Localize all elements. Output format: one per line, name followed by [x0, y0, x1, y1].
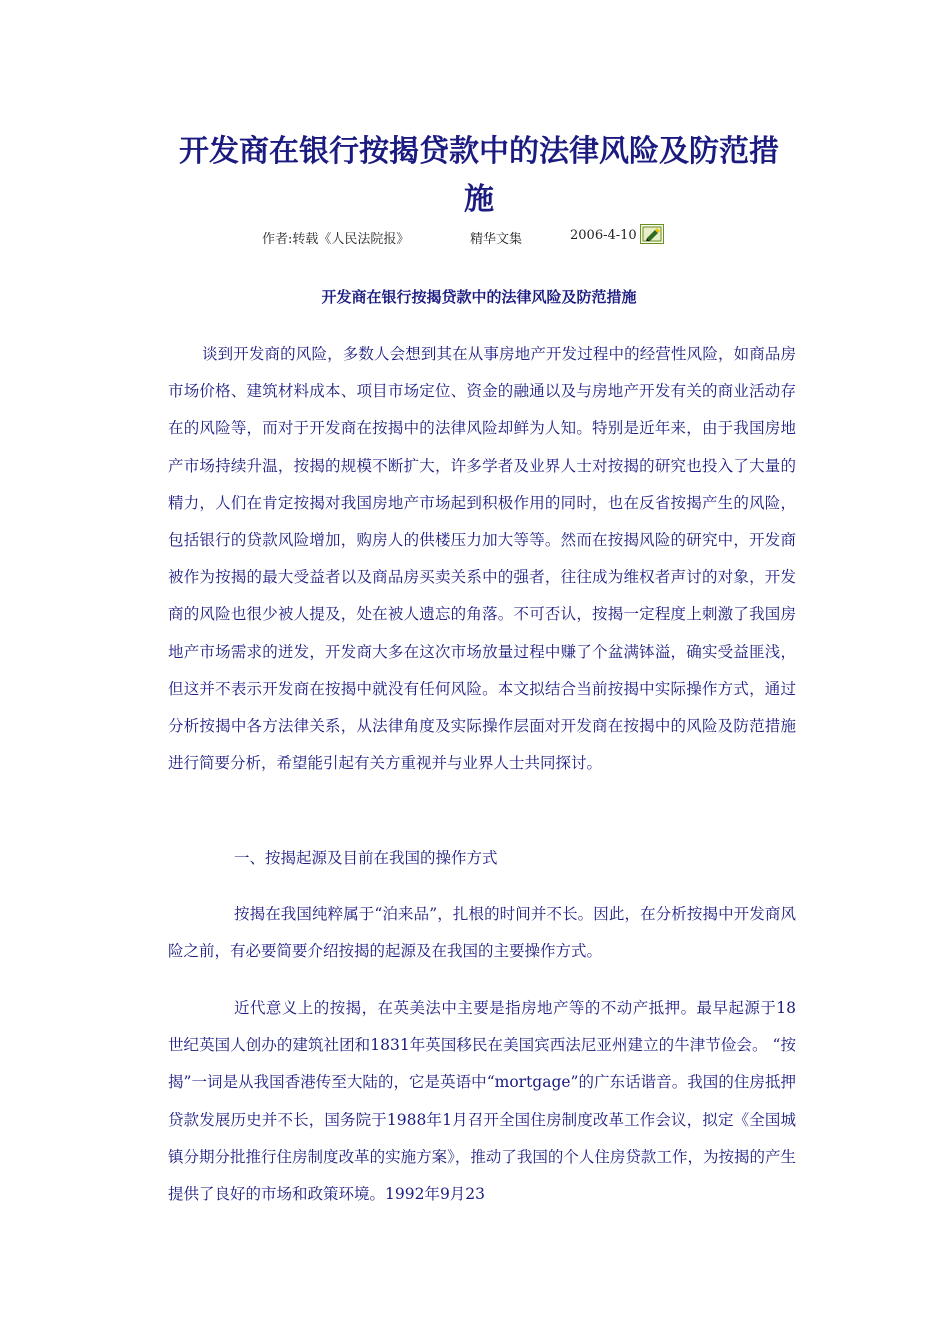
author-text: 作者:转载《人民法院报》	[262, 232, 410, 247]
paragraph-origin-intro: 按揭在我国纯粹属于“泊来品”，扎根的时间并不长。因此，在分析按揭中开发商风险之前，有必要简要介绍按揭的起源及在我国的主要操作方式。	[168, 905, 796, 961]
category-link[interactable]: 精华文集	[470, 232, 523, 247]
article-subtitle: 开发商在银行按揭贷款中的法律风险及防范措施	[321, 288, 637, 306]
paragraph-history: 近代意义上的按揭，在英美法中主要是指房地产等的不动产抵押。最早起源于18世纪英国人创办的建筑社团和1831年英国移民在美国宾西法尼亚州建立的牛津节俭会。 “按揭”一词是从我国香港传至大陆的，它是英语中“mortgage”的广东话谐音。我国的住房抵押贷款发展历史并不长，国务院于1988年1月召开全国住房制度改革工作会议，拟定《全国城镇分期分批推行住房制度改革的实施方案》，推动了我国的个人住房贷款工作，为按揭的产生提供了良好的市场和政策环境。1992年9月23	[168, 999, 796, 1204]
page-title: 开发商在银行按揭贷款中的法律风险及防范措施	[179, 134, 779, 217]
article-meta	[0, 224, 950, 250]
date-text: 2006-4-10	[570, 228, 637, 243]
pencil-note-icon[interactable]	[640, 224, 664, 244]
section-heading-1: 一、按揭起源及目前在我国的操作方式	[234, 849, 498, 867]
paragraph-intro: 谈到开发商的风险，多数人会想到其在从事房地产开发过程中的经营性风险，如商品房市场价格、建筑材料成本、项目市场定位、资金的融通以及与房地产开发有关的商业活动存在的风险等，而对于开发商在按揭中的法律风险却鲜为人知。特别是近年来，由于我国房地产市场持续升温，按揭的规模不断扩大，许多学者及业界人士对按揭的研究也投入了大量的精力，人们在肯定按揭对我国房地产市场起到积极作用的同时，也在反省按揭产生的风险，包括银行的贷款风险增加，购房人的供楼压力加大等等。然而在按揭风险的研究中，开发商被作为按揭的最大受益者以及商品房买卖关系中的强者，往往成为维权者声讨的对象，开发商的风险也很少被人提及，处在被人遗忘的角落。不可否认，按揭一定程度上刺激了我国房地产市场需求的迸发，开发商大多在这次市场放量过程中赚了个盆满钵溢，确实受益匪浅，但这并不表示开发商在按揭中就没有任何风险。本文拟结合当前按揭中实际操作方式，通过分析按揭中各方法律关系，从法律角度及实际操作层面对开发商在按揭中的风险及防范措施进行简要分析，希望能引起有关方重视并与业界人士共同探讨。	[168, 345, 796, 773]
